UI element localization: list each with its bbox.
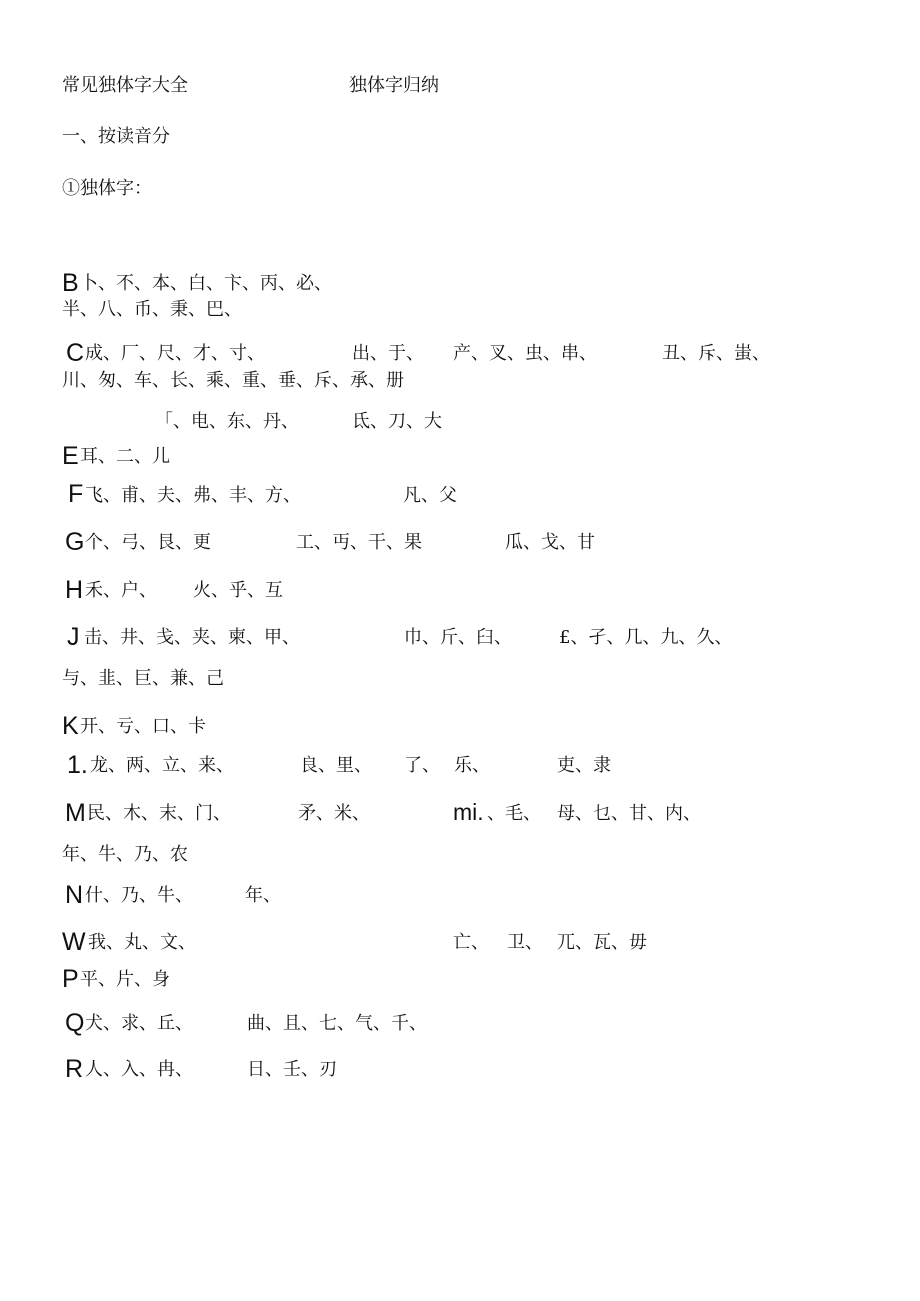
group-w-line1-c: 卫、 xyxy=(507,932,543,953)
group-letter-p: P xyxy=(62,965,79,993)
document-title: 常见独体字大全 xyxy=(62,75,188,96)
group-c-line1-c: 产、叉、虫、串、 xyxy=(453,343,597,364)
group-n-line1-a: 什、乃、牛、 xyxy=(85,885,193,906)
group-w-line1-d: 兀、瓦、毋 xyxy=(557,932,647,953)
group-m-line1-d: 母、乜、甘、内、 xyxy=(557,803,701,824)
group-j-line2: 与、韭、巨、兼、己 xyxy=(62,668,224,689)
group-m-line1-b: 矛、米、 xyxy=(298,803,370,824)
group-m-line1-a: 民、木、末、门、 xyxy=(87,803,231,824)
group-h-line1-a: 禾、户、 xyxy=(85,580,157,601)
group-letter-j: J xyxy=(67,623,80,651)
group-n-line1-b: 年、 xyxy=(245,885,281,906)
group-j-line1-a: 击、井、戋、夹、柬、甲、 xyxy=(84,627,300,648)
section-subheading: ①独体字： xyxy=(62,178,152,199)
group-letter-c: C xyxy=(66,339,85,367)
group-c-line3-b: 氐、刀、大 xyxy=(352,411,442,432)
group-letter-g: G xyxy=(65,528,85,556)
group-c-line1-b: 出、于、 xyxy=(352,343,424,364)
document-subtitle: 独体字归纳 xyxy=(349,75,439,96)
group-letter-h: H xyxy=(65,576,84,604)
group-w-line1-a: 我、丸、文、 xyxy=(88,932,196,953)
group-c-line2: 川、匆、车、长、乘、重、垂、斥、承、册 xyxy=(62,370,404,391)
group-letter-q: Q xyxy=(65,1009,85,1037)
group-g-line1-c: 瓜、戈、甘 xyxy=(505,532,595,553)
group-letter-l: 1. xyxy=(67,751,88,779)
group-letter-k: K xyxy=(62,712,79,740)
group-m-line1-c: 、毛、 xyxy=(487,803,541,824)
group-l-line1-d: 乐、 xyxy=(454,755,490,776)
group-h-line1-b: 火、乎、互 xyxy=(193,580,283,601)
group-f-line1-b: 凡、父 xyxy=(403,485,457,506)
group-letter-e: E xyxy=(62,442,79,470)
group-q-line1-b: 曲、且、七、气、千、 xyxy=(247,1013,427,1034)
group-w-line1-b: 亡、 xyxy=(453,932,489,953)
group-f-line1-a: 飞、甫、夫、弗、丰、方、 xyxy=(85,485,301,506)
group-q-line1-a: 犬、求、丘、 xyxy=(85,1013,193,1034)
group-l-line1-e: 吏、隶 xyxy=(557,755,611,776)
group-c-line1-d: 丑、斥、蚩、 xyxy=(662,343,770,364)
group-l-line1-b: 良、里、 xyxy=(300,755,372,776)
group-e-line1: 耳、二、儿 xyxy=(80,446,170,467)
group-j-line1-c: £、孑、几、九、久、 xyxy=(559,627,733,648)
group-g-line1-b: 工、丏、干、果 xyxy=(296,532,422,553)
group-m-mi-label: mi. xyxy=(453,799,484,825)
group-r-line1-a: 人、入、冉、 xyxy=(85,1059,193,1080)
group-g-line1-a: 个、弓、艮、更 xyxy=(85,532,211,553)
group-l-line1-a: 龙、两、立、来、 xyxy=(90,755,234,776)
group-b-line1: 卜、不、本、白、卞、丙、必、 xyxy=(80,273,332,294)
group-j-line1-b: 巾、斤、臼、 xyxy=(404,627,512,648)
group-letter-n: N xyxy=(65,881,84,909)
group-r-line1-b: 日、壬、刃 xyxy=(247,1059,337,1080)
group-c-line3-a: 「、电、东、丹、 xyxy=(155,411,299,432)
group-l-line1-c: 了、 xyxy=(404,755,440,776)
group-letter-f: F xyxy=(68,480,84,508)
group-letter-m: M xyxy=(65,799,86,827)
group-b-line2: 半、八、币、秉、巴、 xyxy=(62,299,242,320)
group-letter-r: R xyxy=(65,1055,84,1083)
group-m-line2: 年、牛、乃、农 xyxy=(62,844,188,865)
group-c-line1-a: 成、厂、尺、才、寸、 xyxy=(85,343,265,364)
group-letter-w: W xyxy=(62,928,86,956)
group-k-line1: 开、亏、口、卡 xyxy=(80,716,206,737)
section-heading: 一、按读音分 xyxy=(62,126,170,147)
group-p-line1: 平、片、身 xyxy=(80,969,170,990)
group-letter-b: B xyxy=(62,269,79,297)
